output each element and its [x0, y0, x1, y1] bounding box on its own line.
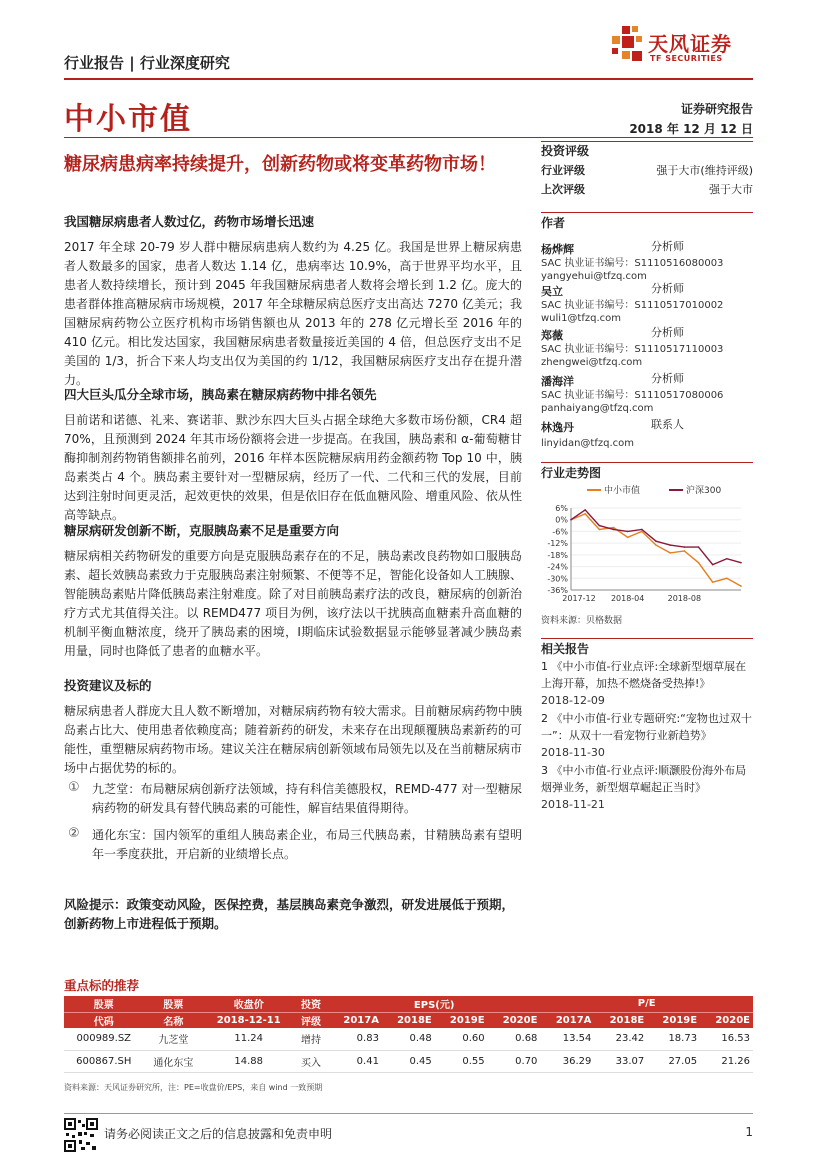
- cell: 18.73: [647, 1028, 700, 1050]
- cell: 0.41: [328, 1050, 382, 1072]
- analyst-email[interactable]: linyidan@tfzq.com: [541, 438, 634, 449]
- analyst-name: 吴立: [541, 285, 563, 298]
- legend-label-1: 沪深300: [686, 486, 722, 496]
- series-line-1: [571, 510, 741, 565]
- section-text: 糖尿病患者人群庞大且人数不断增加，对糖尿病药物有较大需求。目前糖尿病药物中胰岛素占比大、使用患者依赖度高；随着新药的研发，未来存在出现颠覆胰岛素新药的可能性，重塑糖尿病药物市场。建议关注在糖尿病创新领域布局领先以及在当前糖尿病市场中占据优势的标的。: [64, 704, 522, 775]
- table-heading: 重点标的推荐: [64, 978, 140, 993]
- data-point: [740, 585, 742, 587]
- table-header-row: [64, 996, 753, 1012]
- cell: 增持: [294, 1028, 328, 1050]
- divider: [541, 212, 753, 213]
- cell: 36.29: [540, 1050, 594, 1072]
- logo-text: 天风证券: [648, 32, 732, 56]
- related-report-date: 2018-12-09: [541, 694, 605, 707]
- cell: 14.88: [203, 1050, 294, 1072]
- x-tick-label: 2017-12: [562, 594, 596, 603]
- item-text: 九芝堂：布局糖尿病创新疗法领域，持有科信美德股权，REMD-477 对一型糖尿病药物的研发具有替代胰岛素的可能性，解盲结果值得期待。: [92, 782, 522, 815]
- report-date: 2018 年 12 月 12 日: [629, 122, 753, 136]
- trend-heading: 行业走势图: [541, 466, 602, 480]
- authors-heading: 作者: [541, 216, 566, 230]
- col-header: 评级: [294, 1012, 328, 1028]
- cell: 600867.SH: [64, 1050, 144, 1072]
- data-point: [627, 536, 629, 538]
- data-point: [641, 531, 643, 533]
- tf-logo-icon: [608, 24, 648, 68]
- section-text: 糖尿病相关药物研发的重要方向是克服胰岛素存在的不足，胰岛素改良药物如口服胰岛素、超长效胰岛素致力于克服胰岛素注射频繁、不便等不足，智能化设备如人工胰腺、智能胰岛素贴片降低胰岛素注射难度。除了对目前胰岛素疗法的改良，糖尿病的创新治疗方式尤其值得关注。以 REMD477 项目为例，该疗法以干扰胰高血糖素升高血糖的机制平衡血糖浓度，绕开了胰岛素的困境，Ⅰ期临床试验数据显示能够显著减少胰岛素用量，同时也降低了患者的血糖水平。: [64, 549, 522, 658]
- section-2: [64, 385, 522, 525]
- y-tick-label: -12%: [547, 539, 568, 549]
- analyst-cert: SAC 执业证书编号：S1110517080006: [541, 390, 724, 401]
- series-line-0: [571, 514, 741, 586]
- section-heading: 我国糖尿病患者人数过亿，药物市场增长迅速: [64, 214, 315, 229]
- recommend-item-2: [64, 826, 522, 864]
- industry-rating: [541, 162, 753, 176]
- x-tick-label: 2018-04: [610, 594, 645, 603]
- analyst-name: 潘海洋: [541, 375, 574, 388]
- col-header: EPS(元): [328, 996, 540, 1012]
- analyst-email[interactable]: wuli1@tfzq.com: [541, 313, 622, 324]
- footer-divider: [64, 1113, 753, 1114]
- analyst-card: [541, 370, 753, 415]
- data-point: [669, 552, 671, 554]
- analyst-card: [541, 238, 753, 283]
- related-report[interactable]: [541, 710, 753, 761]
- analyst-role: 联系人: [651, 418, 684, 431]
- cell: 通化东宝: [144, 1050, 204, 1072]
- col-header: 2020E: [700, 1012, 753, 1028]
- legend-label-0: 中小市值: [604, 486, 641, 496]
- data-point: [613, 527, 615, 529]
- recommend-table: [64, 996, 753, 1073]
- analyst-role: 分析师: [651, 282, 684, 295]
- analyst-email[interactable]: yangyehui@tfzq.com: [541, 271, 647, 282]
- table-header-row: [64, 1012, 753, 1028]
- title-divider: [64, 137, 753, 138]
- page-number: 1: [745, 1125, 753, 1139]
- analyst-card: [541, 416, 753, 450]
- analyst-name: 杨烨辉: [541, 243, 574, 256]
- col-header: 股票: [144, 996, 204, 1012]
- cell: 0.45: [382, 1050, 435, 1072]
- data-point: [584, 509, 586, 511]
- header-divider: [64, 78, 753, 80]
- risk-warning: 风险提示：政策变动风险，医保控费，基层胰岛素竞争激烈，研发进展低于预期，创新药物上市进程低于预期。: [64, 897, 515, 931]
- col-header: 2018E: [594, 1012, 647, 1028]
- footer-disclaimer: 请务必阅读正文之后的信息披露和免责申明: [104, 1127, 333, 1141]
- data-point: [712, 564, 714, 566]
- divider: [541, 462, 753, 463]
- report-type: 行业报告 | 行业深度研究: [64, 54, 230, 72]
- data-point: [712, 581, 714, 583]
- col-header: 名称: [144, 1012, 204, 1028]
- y-tick-label: 0%: [555, 515, 568, 525]
- rating-heading: 投资评级: [541, 144, 590, 158]
- analyst-cert: SAC 执业证书编号：S1110517010002: [541, 300, 724, 311]
- col-header: 2020E: [488, 1012, 541, 1028]
- chart-lines: [570, 509, 742, 587]
- cell: 0.48: [382, 1028, 435, 1050]
- section-1: [64, 212, 522, 390]
- related-report-date: 2018-11-30: [541, 746, 605, 759]
- analyst-cert: SAC 执业证书编号：S1110516080003: [541, 258, 724, 269]
- analyst-role: 分析师: [651, 326, 684, 339]
- related-report-date: 2018-11-21: [541, 798, 605, 811]
- analyst-email[interactable]: panhaiyang@tfzq.com: [541, 403, 654, 414]
- industry-rating-label: 行业评级: [541, 164, 585, 177]
- last-rating: [541, 181, 753, 195]
- col-header: 2017A: [328, 1012, 382, 1028]
- related-report[interactable]: [541, 658, 753, 709]
- report-label: 证券研究报告: [680, 102, 753, 116]
- col-header: 股票: [64, 996, 144, 1012]
- cell: 21.26: [700, 1050, 753, 1072]
- section-text: 目前诺和诺德、礼来、赛诺菲、默沙东四大巨头占据全球绝大多数市场份额，CR4 超 70%，且预测到 2024 年其市场份额将会进一步提高。在我国，胰岛素和 α-葡萄糖甘酶抑制剂药物销售额排名前列，2016 年样本医院糖尿病用药金额药物 Top 10 中，胰岛素类占 4 个。胰岛素主要针对一型糖尿病，经历了一代、二代和三代的发展，目前达到注射时间更灵活，起效更快的效果，但是依旧存在低血糖风险、增重风险、依从性高等缺点。: [64, 413, 522, 522]
- analyst-email[interactable]: zhengwei@tfzq.com: [541, 357, 643, 368]
- analyst-card: [541, 280, 753, 325]
- last-rating-label: 上次评级: [541, 183, 585, 196]
- last-rating-value: 强于大市: [709, 183, 753, 196]
- data-point: [698, 546, 700, 548]
- cell: 23.42: [594, 1028, 647, 1050]
- cell: 买入: [294, 1050, 328, 1072]
- col-header: 2019E: [435, 1012, 488, 1028]
- analyst-role: 分析师: [651, 240, 684, 253]
- col-header: P/E: [540, 996, 753, 1012]
- table-footnote: 资料来源：天风证券研究所，注：PE=收盘价/EPS，来自 wind 一致预期: [64, 1083, 323, 1092]
- item-text: 通化东宝：国内领军的重组人胰岛素企业，布局三代胰岛素，甘精胰岛素有望明年一季度获批，开启新的业绩增长点。: [92, 828, 522, 861]
- analyst-cert: SAC 执业证书编号：S1110517110003: [541, 344, 724, 355]
- analyst-name: 郑薇: [541, 329, 563, 342]
- col-header: 2019E: [647, 1012, 700, 1028]
- chart-axes: [547, 504, 741, 603]
- data-point: [669, 544, 671, 546]
- chart-source: 资料来源：贝格数据: [541, 616, 623, 626]
- y-tick-label: 6%: [555, 504, 568, 513]
- data-point: [655, 544, 657, 546]
- section-4: [64, 676, 522, 778]
- data-point: [698, 562, 700, 564]
- x-tick-label: 2018-08: [667, 594, 702, 603]
- related-heading: 相关报告: [541, 642, 590, 656]
- section-3: [64, 521, 522, 661]
- col-header: 投资: [294, 996, 328, 1012]
- section-heading: 四大巨头瓜分全球市场，胰岛素在糖尿病药物中排名领先: [64, 387, 377, 402]
- data-point: [684, 550, 686, 552]
- related-report[interactable]: [541, 762, 753, 813]
- chart-legend: [587, 484, 721, 496]
- y-tick-label: -30%: [547, 574, 568, 584]
- analyst-card: [541, 324, 753, 369]
- trend-chart: [541, 482, 753, 610]
- divider: [541, 638, 753, 639]
- related-report-title[interactable]: 2 《中小市值-行业专题研究:“宠物也过双十一”：从双十一看宠物行业新趋势》: [541, 712, 752, 742]
- data-point: [613, 529, 615, 531]
- cell: 16.53: [700, 1028, 753, 1050]
- col-header: 2017A: [540, 1012, 594, 1028]
- data-point: [570, 519, 572, 521]
- cell: 九芝堂: [144, 1028, 204, 1050]
- data-point: [684, 546, 686, 548]
- item-number: ①: [68, 780, 80, 795]
- cell: 0.70: [488, 1050, 541, 1072]
- related-report-title[interactable]: 1 《中小市值-行业点评:全球新型烟草展在上海开幕，加热不燃烧备受热捧!》: [541, 660, 747, 690]
- table-row: [64, 1028, 753, 1050]
- report-title: 糖尿病患病率持续提升，创新药物或将变革药物市场！: [64, 154, 496, 175]
- cell: 0.83: [328, 1028, 382, 1050]
- cell: 33.07: [594, 1050, 647, 1072]
- data-point: [726, 558, 728, 560]
- table-row: [64, 1050, 753, 1072]
- recommend-item-1: [64, 780, 522, 818]
- data-point: [641, 529, 643, 531]
- y-tick-label: -18%: [547, 550, 568, 560]
- y-tick-label: -36%: [547, 586, 568, 595]
- data-point: [584, 513, 586, 515]
- qr-code-icon: [64, 1118, 98, 1152]
- col-header: 2018E: [382, 1012, 435, 1028]
- col-header: 2018-12-11: [203, 1012, 294, 1028]
- industry-name: 中小市值: [64, 102, 192, 137]
- cell: 27.05: [647, 1050, 700, 1072]
- industry-rating-value: 强于大市(维持评级): [656, 164, 753, 177]
- cell: 11.24: [203, 1028, 294, 1050]
- cell: 0.68: [488, 1028, 541, 1050]
- related-report-title[interactable]: 3 《中小市值-行业点评:顺灏股份海外布局烟弹业务，新型烟草崛起正当时》: [541, 764, 747, 794]
- section-heading: 投资建议及标的: [64, 678, 152, 693]
- analyst-name: 林逸丹: [541, 421, 574, 434]
- analyst-role: 分析师: [651, 372, 684, 385]
- data-point: [740, 562, 742, 564]
- cell: 000989.SZ: [64, 1028, 144, 1050]
- section-text: 2017 年全球 20-79 岁人群中糖尿病患病人数约为 4.25 亿。我国是世界上糖尿病患者人数最多的国家，患者人数达 1.14 亿，患病率达 10.9%，高于世界平均水平，且患者人数持续增长，预计到 2045 年我国糖尿病患者人数将会增长到 1.2 亿。庞大的患者群体推高糖尿病市场规模，2017 年全球糖尿病总医疗支出高达 7270 亿美元；我国糖尿病药物公立医疗机构市场销售额也从 2013 年的 278 亿元增长至 2016 年的 410 亿元。相比发达国家，我国糖尿病患者数量接近美国的 4 倍，但总医疗支出不足美国的 1/3，折合下来人均支出仅为美国的约 1/12，我国糖尿病医疗支出存在提升潜力。: [64, 240, 522, 387]
- cell: 0.55: [435, 1050, 488, 1072]
- y-tick-label: -6%: [552, 527, 568, 537]
- col-header: 收盘价: [203, 996, 294, 1012]
- col-header: 代码: [64, 1012, 144, 1028]
- section-heading: 糖尿病研发创新不断，克服胰岛素不足是重要方向: [64, 523, 340, 538]
- data-point: [726, 577, 728, 579]
- cell: 0.60: [435, 1028, 488, 1050]
- data-point: [627, 531, 629, 533]
- data-point: [599, 525, 601, 527]
- data-point: [655, 540, 657, 542]
- item-number: ②: [68, 826, 80, 841]
- y-tick-label: -24%: [547, 562, 568, 572]
- cell: 13.54: [540, 1028, 594, 1050]
- logo-english: TF SECURITIES: [650, 54, 723, 63]
- data-point: [599, 529, 601, 531]
